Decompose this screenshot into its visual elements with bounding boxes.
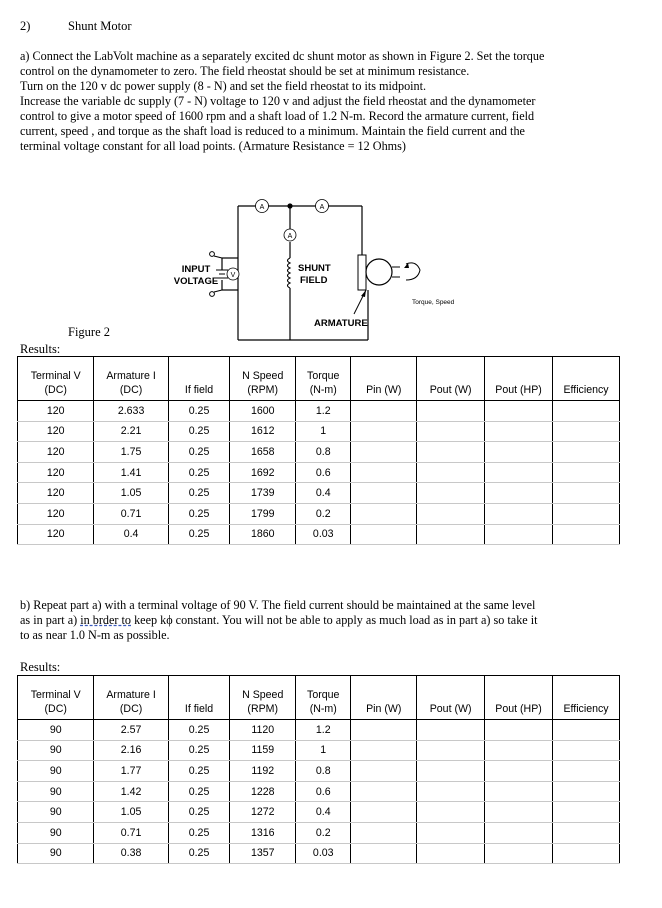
- results-label-b: Results:: [20, 660, 61, 674]
- table-cell[interactable]: [351, 442, 417, 463]
- table-cell[interactable]: [553, 503, 620, 524]
- table-cell: 1: [296, 421, 351, 442]
- table-cell[interactable]: [351, 843, 417, 864]
- table-cell[interactable]: [351, 802, 417, 823]
- table-cell: 1799: [230, 503, 296, 524]
- table-cell: 1860: [230, 524, 296, 545]
- table-cell[interactable]: [417, 503, 485, 524]
- table-row: [18, 843, 620, 864]
- table-cell: 1.2: [296, 720, 351, 741]
- section-title: Shunt Motor: [68, 19, 132, 33]
- column-header: Pout (W): [417, 357, 485, 401]
- terminal-circle: [210, 252, 215, 257]
- part-a-line: terminal voltage constant for all load points. (Armature Resistance = 12 Ohms): [20, 139, 406, 153]
- shunt-label: SHUNT: [298, 263, 331, 274]
- input-label: INPUT: [181, 264, 211, 275]
- ammeter-symbol: A: [319, 204, 325, 211]
- table-cell: 1.2: [296, 401, 351, 422]
- table-cell[interactable]: [485, 720, 553, 741]
- table-cell: 1739: [230, 483, 296, 504]
- table-cell[interactable]: [553, 401, 620, 422]
- table-cell[interactable]: [417, 401, 485, 422]
- column-header: Torque (N-m): [296, 357, 351, 401]
- table-cell[interactable]: [553, 442, 620, 463]
- table-cell[interactable]: [485, 483, 553, 504]
- underlined-phrase: in brder to: [80, 613, 132, 627]
- table-cell: 1.77: [94, 761, 168, 782]
- table-cell[interactable]: [351, 720, 417, 741]
- table-cell: 0.25: [168, 442, 230, 463]
- section-number: 2): [20, 19, 31, 33]
- table-cell: 0.25: [168, 462, 230, 483]
- table-cell[interactable]: [485, 822, 553, 843]
- table-cell: 0.2: [296, 503, 351, 524]
- table-cell: 1.05: [94, 483, 168, 504]
- table-cell: 0.25: [168, 781, 230, 802]
- table-cell: 2.633: [94, 401, 168, 422]
- table-cell[interactable]: [553, 740, 620, 761]
- table-cell: 0.25: [168, 761, 230, 782]
- table-row: [18, 822, 620, 843]
- table-cell: 1192: [230, 761, 296, 782]
- table-cell[interactable]: [351, 421, 417, 442]
- table-cell[interactable]: [485, 401, 553, 422]
- circuit-diagram: [0, 0, 662, 360]
- table-cell: 1.05: [94, 802, 168, 823]
- column-header: If field: [168, 357, 230, 401]
- junction-dot: [287, 203, 292, 208]
- table-cell[interactable]: [485, 781, 553, 802]
- table-cell: 1228: [230, 781, 296, 802]
- table-cell[interactable]: [553, 524, 620, 545]
- table-cell: 1658: [230, 442, 296, 463]
- table-cell[interactable]: [351, 761, 417, 782]
- table-row: [18, 401, 620, 422]
- column-header: Pout (HP): [485, 676, 553, 720]
- table-cell: 2.21: [94, 421, 168, 442]
- table-cell[interactable]: [417, 740, 485, 761]
- table-cell: 0.03: [296, 843, 351, 864]
- table-cell: 1.42: [94, 781, 168, 802]
- figure-caption: Figure 2: [68, 325, 111, 339]
- column-header: Armature I (DC): [94, 676, 168, 720]
- torque-speed-label: Torque, Speed: [412, 299, 455, 306]
- table-row: [18, 421, 620, 442]
- table-cell: 1612: [230, 421, 296, 442]
- table-cell[interactable]: [351, 822, 417, 843]
- table-cell: 0.25: [168, 843, 230, 864]
- table-cell: 0.71: [94, 503, 168, 524]
- column-header: Pin (W): [351, 676, 417, 720]
- table-cell: 0.25: [168, 802, 230, 823]
- results-table-b: [17, 675, 620, 864]
- table-row: [18, 503, 620, 524]
- part-a-line: current, speed , and torque as the shaft load is reduced to a minimum. Maintain the field current and the: [20, 124, 525, 138]
- table-cell[interactable]: [485, 761, 553, 782]
- table-cell: 2.16: [94, 740, 168, 761]
- table-cell[interactable]: [417, 781, 485, 802]
- ammeter-symbol: A: [287, 233, 293, 240]
- brush-icon: [358, 255, 366, 290]
- table-cell[interactable]: [553, 483, 620, 504]
- table-cell: 1600: [230, 401, 296, 422]
- table-header-row: [18, 357, 620, 401]
- table-cell: 0.71: [94, 822, 168, 843]
- table-cell[interactable]: [553, 720, 620, 741]
- table-cell[interactable]: [351, 483, 417, 504]
- part-a-line: Increase the variable dc supply (7 - N) voltage to 120 v and adjust the field rheostat and the dynamometer: [20, 94, 536, 108]
- table-cell: 120: [18, 462, 94, 483]
- table-cell: 0.25: [168, 740, 230, 761]
- table-cell[interactable]: [485, 802, 553, 823]
- input-label: VOLTAGE: [173, 276, 219, 287]
- table-cell: 0.25: [168, 401, 230, 422]
- column-header: Pin (W): [351, 357, 417, 401]
- part-a-line: Turn on the 120 v dc power supply (8 - N) and set the field rheostat to its midpoint.: [20, 79, 427, 93]
- column-header: Armature I (DC): [94, 357, 168, 401]
- column-header: If field: [168, 676, 230, 720]
- part-b-paragraph: [20, 598, 538, 643]
- table-cell: 90: [18, 822, 94, 843]
- table-cell[interactable]: [351, 401, 417, 422]
- table-cell[interactable]: [417, 720, 485, 741]
- table-cell[interactable]: [351, 462, 417, 483]
- column-header: Terminal V (DC): [18, 676, 94, 720]
- table-cell: 90: [18, 802, 94, 823]
- table-cell: 1159: [230, 740, 296, 761]
- shunt-field-coil-icon: [288, 258, 291, 288]
- table-cell: 0.8: [296, 442, 351, 463]
- table-cell: 0.8: [296, 761, 351, 782]
- table-row: [18, 524, 620, 545]
- terminal-circle: [210, 292, 215, 297]
- table-row: [18, 442, 620, 463]
- table-cell: 90: [18, 761, 94, 782]
- table-cell[interactable]: [417, 822, 485, 843]
- table-cell: 90: [18, 781, 94, 802]
- table-cell[interactable]: [485, 740, 553, 761]
- table-cell: 0.4: [94, 524, 168, 545]
- table-cell[interactable]: [351, 740, 417, 761]
- table-cell: 0.4: [296, 802, 351, 823]
- table-cell: 0.25: [168, 483, 230, 504]
- table-row: [18, 483, 620, 504]
- table-cell: 1272: [230, 802, 296, 823]
- table-cell: 0.25: [168, 720, 230, 741]
- table-cell[interactable]: [553, 462, 620, 483]
- results-table-a: [17, 356, 620, 545]
- table-cell[interactable]: [417, 843, 485, 864]
- armature-label: ARMATURE: [314, 318, 368, 329]
- table-cell[interactable]: [351, 524, 417, 545]
- table-cell[interactable]: [417, 421, 485, 442]
- table-cell: 0.25: [168, 421, 230, 442]
- table-row: [18, 761, 620, 782]
- table-row: [18, 720, 620, 741]
- table-cell[interactable]: [553, 781, 620, 802]
- table-cell: 90: [18, 843, 94, 864]
- table-cell: 0.2: [296, 822, 351, 843]
- table-cell[interactable]: [485, 524, 553, 545]
- table-cell: 1.75: [94, 442, 168, 463]
- table-row: [18, 802, 620, 823]
- table-cell[interactable]: [485, 462, 553, 483]
- table-cell[interactable]: [417, 483, 485, 504]
- table-row: [18, 462, 620, 483]
- table-cell[interactable]: [553, 843, 620, 864]
- table-cell[interactable]: [351, 781, 417, 802]
- column-header: Efficiency: [553, 357, 620, 401]
- table-cell[interactable]: [417, 462, 485, 483]
- part-b-line: as in part a) in brder to keep kϕ constant. You will not be able to apply as much load as in part a) so take it: [20, 613, 538, 627]
- column-header: N Speed (RPM): [230, 357, 296, 401]
- column-header: Pout (W): [417, 676, 485, 720]
- table-cell: 1316: [230, 822, 296, 843]
- table-cell[interactable]: [553, 822, 620, 843]
- table-cell[interactable]: [417, 802, 485, 823]
- table-cell: 1.41: [94, 462, 168, 483]
- column-header: Pout (HP): [485, 357, 553, 401]
- table-a-body: [18, 401, 620, 545]
- table-cell: 1357: [230, 843, 296, 864]
- table-cell: 1692: [230, 462, 296, 483]
- voltmeter-symbol: V: [230, 272, 236, 279]
- table-cell: 120: [18, 421, 94, 442]
- table-cell[interactable]: [417, 761, 485, 782]
- table-cell: 120: [18, 524, 94, 545]
- table-cell: 0.6: [296, 781, 351, 802]
- table-cell: 120: [18, 442, 94, 463]
- part-a-line: control on the dynamometer to zero. The field rheostat should be set at minimum resistance.: [20, 64, 470, 78]
- part-b-line: b) Repeat part a) with a terminal voltage of 90 V. The field current should be maintained at the same level: [20, 598, 536, 612]
- table-cell: 0.25: [168, 524, 230, 545]
- table-cell: 0.03: [296, 524, 351, 545]
- part-a-line: a) Connect the LabVolt machine as a separately excited dc shunt motor as shown in Figure 2. Set the torque: [20, 49, 545, 63]
- table-cell: 0.25: [168, 503, 230, 524]
- part-a-line: control to give a motor speed of 1600 rpm and a shaft load of 1.2 N-m. Record the armature current, field: [20, 109, 535, 123]
- table-b-body: [18, 720, 620, 864]
- results-label: Results:: [20, 342, 61, 356]
- table-cell: 0.6: [296, 462, 351, 483]
- table-cell: 2.57: [94, 720, 168, 741]
- table-cell: 0.38: [94, 843, 168, 864]
- table-header-row: [18, 676, 620, 720]
- table-cell[interactable]: [417, 524, 485, 545]
- table-cell[interactable]: [417, 442, 485, 463]
- table-cell[interactable]: [553, 761, 620, 782]
- table-row: [18, 740, 620, 761]
- table-cell[interactable]: [553, 802, 620, 823]
- column-header: Efficiency: [553, 676, 620, 720]
- table-row: [18, 781, 620, 802]
- table-cell[interactable]: [351, 503, 417, 524]
- ammeter-symbol: A: [259, 204, 265, 211]
- motor-icon: [366, 259, 392, 285]
- table-cell: 120: [18, 401, 94, 422]
- table-cell[interactable]: [485, 442, 553, 463]
- table-cell: 120: [18, 483, 94, 504]
- table-cell: 120: [18, 503, 94, 524]
- column-header: N Speed (RPM): [230, 676, 296, 720]
- column-header: Torque (N-m): [296, 676, 351, 720]
- table-cell[interactable]: [485, 843, 553, 864]
- table-cell: 90: [18, 740, 94, 761]
- column-header: Terminal V (DC): [18, 357, 94, 401]
- table-cell: 0.4: [296, 483, 351, 504]
- table-cell[interactable]: [485, 503, 553, 524]
- table-cell: 0.25: [168, 822, 230, 843]
- table-cell[interactable]: [485, 421, 553, 442]
- table-cell[interactable]: [553, 421, 620, 442]
- table-cell: 90: [18, 720, 94, 741]
- table-cell: 1120: [230, 720, 296, 741]
- part-b-line: to as near 1.0 N-m as possible.: [20, 628, 170, 642]
- shunt-label: FIELD: [300, 275, 328, 286]
- table-cell: 1: [296, 740, 351, 761]
